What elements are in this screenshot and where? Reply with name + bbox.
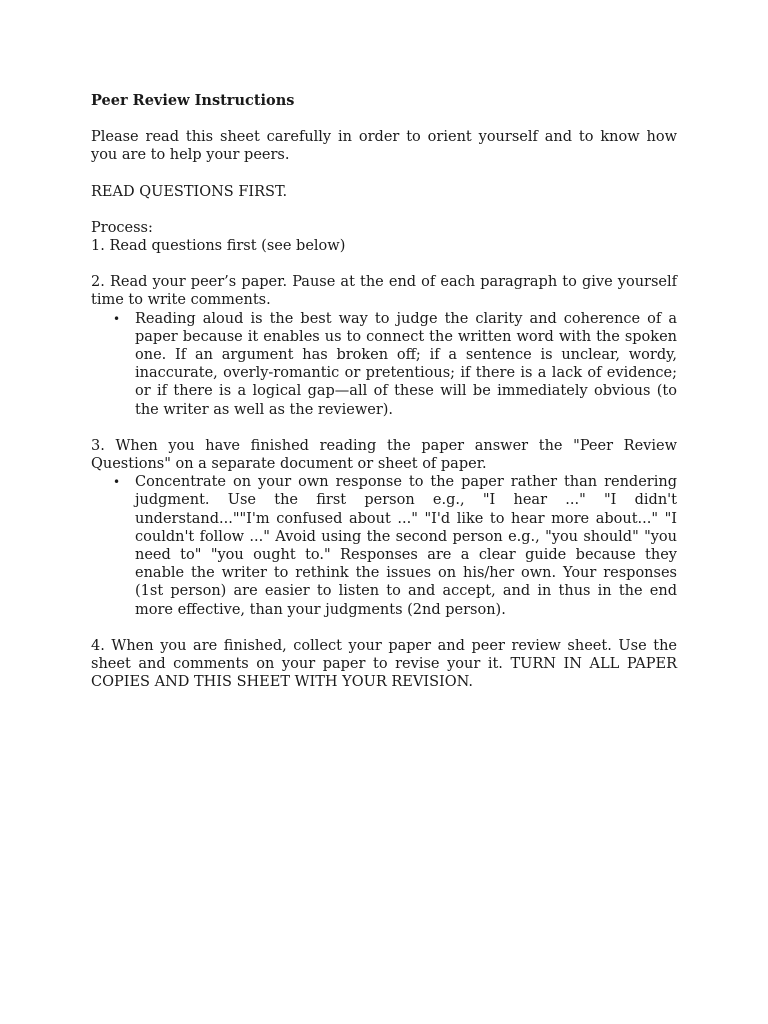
step-1: 1. Read questions first (see below) bbox=[91, 238, 346, 255]
bullet-icon: • bbox=[113, 475, 121, 490]
read-questions-first-note: READ QUESTIONS FIRST. bbox=[91, 183, 288, 200]
step-2-bullet-item bbox=[91, 310, 677, 419]
bullet-icon: • bbox=[113, 311, 121, 326]
step-3: 3. When you have finished reading the paper answer the "Peer Review Questions" on a separate document or sheet of paper. bbox=[91, 437, 677, 473]
document-body bbox=[91, 92, 677, 691]
process-heading: Process: bbox=[91, 219, 153, 236]
spacer bbox=[91, 201, 677, 219]
step-3-bullet-text: Concentrate on your own response to the paper rather than rendering judgment. Use the first person e.g., "I hear ..." "I didn't understand...""I'm confused about ..." "I'd like to hear more about..." "I couldn't follow ..." Avoid using the second person e.g., "you should" "you need to" "you ought to." Responses are a clear guide because they enable the writer to rethink the issues on his/her own. Your responses (1st person) are easier to listen to and accept, and in thus in the end more effective, than your judgments (2nd person). bbox=[135, 474, 677, 618]
spacer bbox=[91, 619, 677, 637]
spacer bbox=[91, 255, 677, 273]
spacer bbox=[91, 165, 677, 183]
step-2-bullet-text: Reading aloud is the best way to judge the clarity and coherence of a paper because it enables us to connect the written word with the spoken one. If an argument has broken off; if a sentence is unclear, wordy, inaccurate, overly-romantic or pretentious; if there is a lack of evidence; or if there is a logical gap—all of these will be immediately obvious (to the writer as well as the reviewer). bbox=[135, 310, 677, 418]
document-title: Peer Review Instructions bbox=[91, 92, 295, 109]
spacer bbox=[91, 419, 677, 437]
step-3-bullet-list bbox=[91, 473, 677, 619]
step-4: 4. When you are finished, collect your paper and peer review sheet. Use the sheet and comments on your paper to revise your it. TURN IN ALL PAPER COPIES AND THIS SHEET WITH YOUR REVISION. bbox=[91, 637, 677, 691]
step-3-bullet-item bbox=[91, 473, 677, 619]
step-2: 2. Read your peer’s paper. Pause at the end of each paragraph to give yourself time to write comments. bbox=[91, 274, 677, 309]
intro-paragraph: Please read this sheet carefully in order to orient yourself and to know how you are to help your peers. bbox=[91, 129, 677, 164]
step-2-bullet-list bbox=[91, 310, 677, 419]
